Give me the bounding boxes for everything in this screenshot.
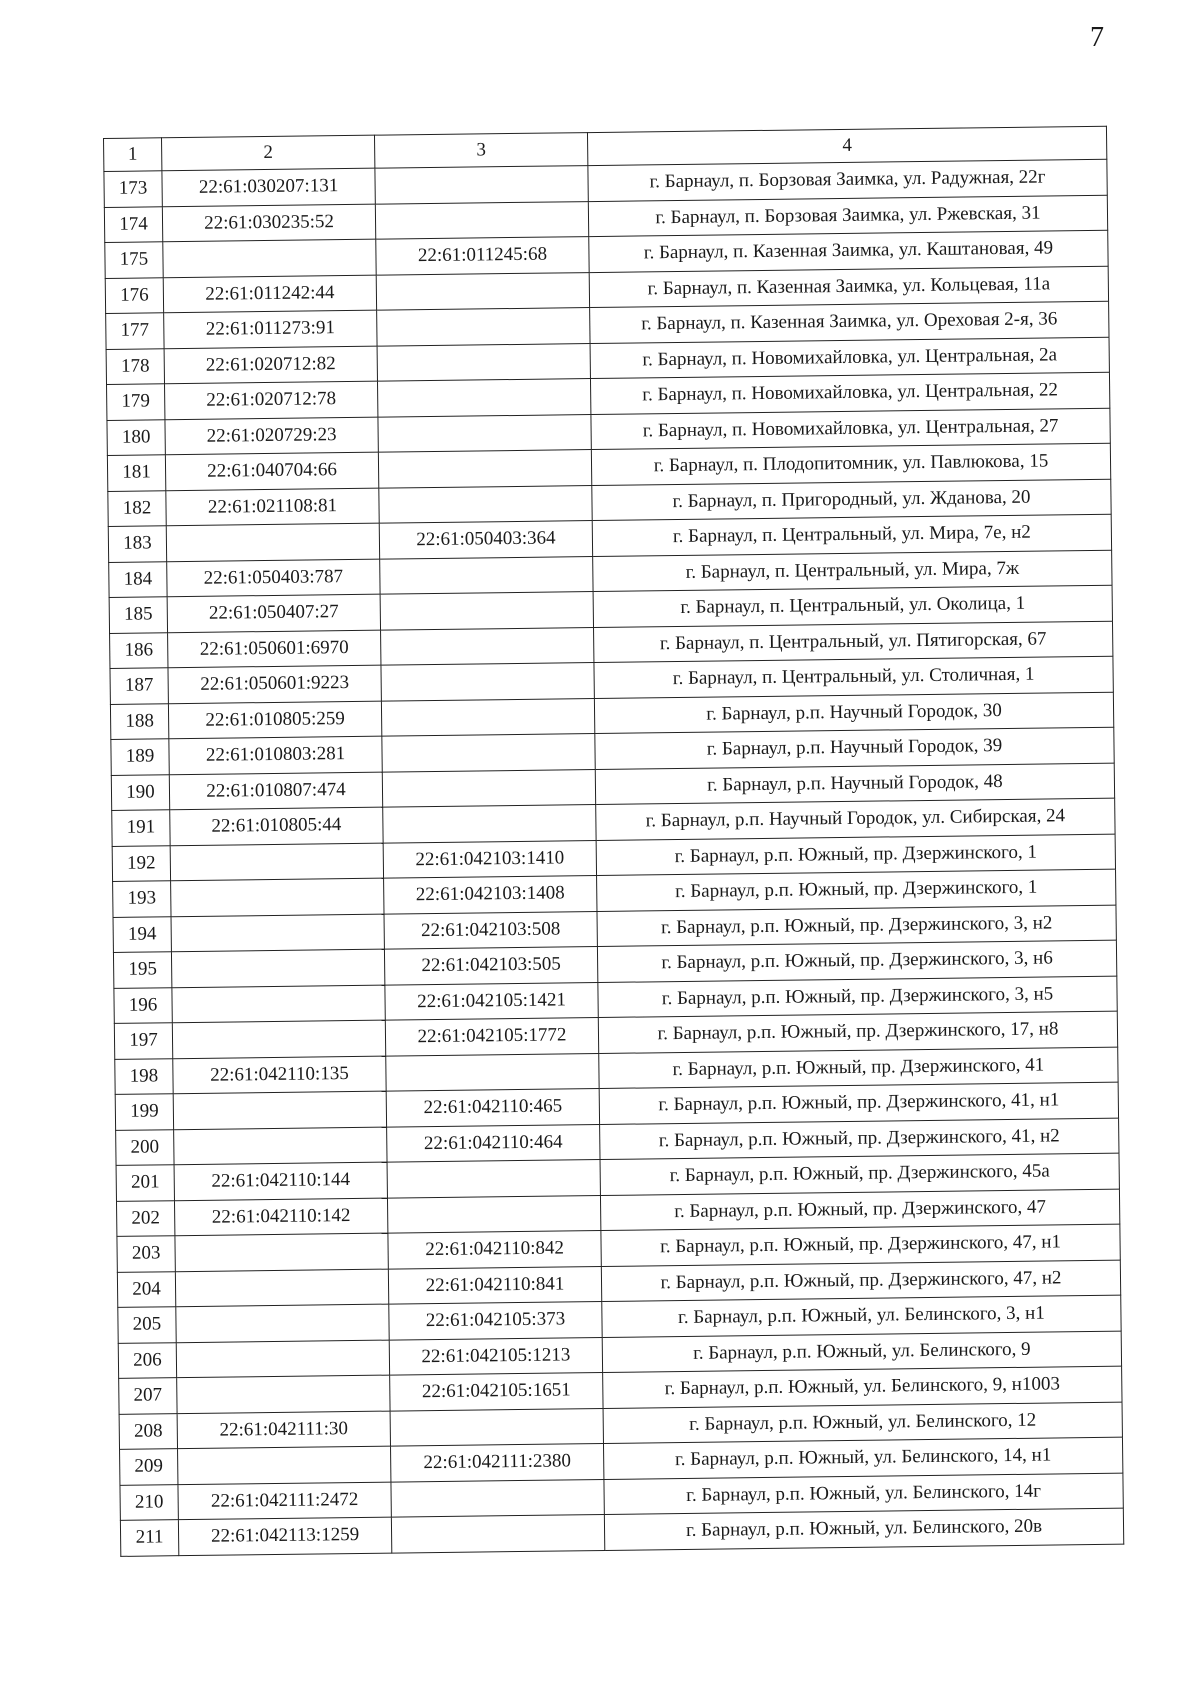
column-header-number: 1 [104, 138, 162, 172]
object-cadastral-cell: 22:61:050403:364 [379, 521, 592, 559]
row-number-cell: 196 [114, 987, 172, 1023]
object-cadastral-cell [377, 379, 590, 417]
object-cadastral-cell [387, 1195, 600, 1233]
land-cadastral-cell: 22:61:030207:131 [162, 168, 375, 206]
row-number-cell: 184 [109, 561, 167, 597]
address-cell: г. Барнаул, п. Центральный, ул. Пятигорская, 67 [594, 621, 1113, 663]
address-cell: г. Барнаул, р.п. Южный, ул. Белинского, 3, н1 [602, 1295, 1121, 1337]
land-cadastral-cell [171, 949, 384, 987]
object-cadastral-cell [381, 663, 594, 701]
address-cell: г. Барнаул, р.п. Южный, пр. Дзержинского, 45а [600, 1153, 1119, 1195]
object-cadastral-cell: 22:61:042110:465 [386, 1089, 599, 1127]
land-cadastral-cell: 22:61:042110:142 [174, 1198, 387, 1236]
address-cell: г. Барнаул, р.п. Южный, ул. Белинского, 9 [602, 1331, 1121, 1373]
row-number-cell: 183 [108, 526, 166, 562]
object-cadastral-cell [377, 308, 590, 346]
address-cell: г. Барнаул, р.п. Научный Городок, 39 [595, 727, 1114, 769]
address-cell: г. Барнаул, р.п. Южный, пр. Дзержинского, 41, н1 [599, 1082, 1118, 1124]
address-cell: г. Барнаул, п. Центральный, ул. Околица, 1 [593, 585, 1112, 627]
object-cadastral-cell [382, 769, 595, 807]
land-cadastral-cell: 22:61:042111:2472 [178, 1482, 391, 1520]
row-number-cell: 188 [110, 703, 168, 739]
object-cadastral-cell: 22:61:042110:464 [387, 1124, 600, 1162]
row-number-cell: 186 [110, 632, 168, 668]
row-number-cell: 195 [113, 952, 171, 988]
object-cadastral-cell [390, 1408, 603, 1446]
object-cadastral-cell: 22:61:042103:505 [384, 947, 597, 985]
row-number-cell: 181 [107, 455, 165, 491]
row-number-cell: 207 [119, 1378, 177, 1414]
object-cadastral-cell: 22:61:042105:1421 [385, 982, 598, 1020]
column-header-land-cadastral: 2 [162, 135, 375, 171]
object-cadastral-cell [378, 450, 591, 488]
row-number-cell: 202 [116, 1200, 174, 1236]
address-cell: г. Барнаул, п. Казенная Заимка, ул. Кольцевая, 11а [589, 266, 1108, 308]
land-cadastral-cell: 22:61:010807:474 [169, 772, 382, 810]
address-cell: г. Барнаул, р.п. Южный, пр. Дзержинского, 1 [597, 869, 1116, 911]
address-cell: г. Барнаул, р.п. Научный Городок, 30 [594, 692, 1113, 734]
property-table-container [103, 126, 1123, 1557]
land-cadastral-cell [175, 1233, 388, 1271]
row-number-cell: 210 [120, 1484, 178, 1520]
object-cadastral-cell: 22:61:042111:2380 [391, 1443, 604, 1481]
land-cadastral-cell [172, 985, 385, 1023]
object-cadastral-cell: 22:61:042105:1772 [385, 1018, 598, 1056]
land-cadastral-cell [172, 1020, 385, 1058]
row-number-cell: 182 [108, 490, 166, 526]
land-cadastral-cell [176, 1304, 389, 1342]
object-cadastral-cell [387, 1160, 600, 1198]
address-cell: г. Барнаул, п. Новомихайловка, ул. Центральная, 2а [590, 337, 1109, 379]
object-cadastral-cell [378, 414, 591, 452]
land-cadastral-cell: 22:61:040704:66 [165, 452, 378, 490]
address-cell: г. Барнаул, р.п. Южный, пр. Дзержинского, 47, н1 [601, 1224, 1120, 1266]
row-number-cell: 209 [120, 1449, 178, 1485]
row-number-cell: 189 [111, 739, 169, 775]
address-cell: г. Барнаул, р.п. Южный, ул. Белинского, 20в [604, 1508, 1123, 1550]
address-cell: г. Барнаул, п. Центральный, ул. Мира, 7е, н2 [592, 514, 1111, 556]
land-cadastral-cell [171, 914, 384, 952]
object-cadastral-cell [379, 485, 592, 523]
land-cadastral-cell: 22:61:042110:144 [174, 1162, 387, 1200]
row-number-cell: 177 [106, 313, 164, 349]
row-number-cell: 193 [113, 881, 171, 917]
land-cadastral-cell: 22:61:011273:91 [164, 310, 377, 348]
land-cadastral-cell [171, 878, 384, 916]
land-cadastral-cell [174, 1127, 387, 1165]
object-cadastral-cell: 22:61:011245:68 [376, 237, 589, 275]
address-cell: г. Барнаул, р.п. Южный, ул. Белинского, 14г [604, 1473, 1123, 1515]
land-cadastral-cell: 22:61:020712:78 [165, 381, 378, 419]
object-cadastral-cell [375, 166, 588, 204]
object-cadastral-cell [380, 592, 593, 630]
object-cadastral-cell: 22:61:042110:842 [388, 1230, 601, 1268]
row-number-cell: 205 [118, 1307, 176, 1343]
object-cadastral-cell [391, 1514, 604, 1552]
row-number-cell: 176 [105, 277, 163, 313]
address-cell: г. Барнаул, р.п. Южный, пр. Дзержинского, 3, н2 [597, 905, 1116, 947]
object-cadastral-cell: 22:61:042105:1213 [389, 1337, 602, 1375]
object-cadastral-cell [376, 272, 589, 310]
address-cell: г. Барнаул, п. Плодопитомник, ул. Павлюкова, 15 [591, 443, 1110, 485]
row-number-cell: 211 [120, 1520, 178, 1556]
row-number-cell: 179 [107, 384, 165, 420]
row-number-cell: 198 [115, 1058, 173, 1094]
address-cell: г. Барнаул, р.п. Южный, пр. Дзержинского, 17, н8 [598, 1011, 1117, 1053]
object-cadastral-cell [377, 343, 590, 381]
address-cell: г. Барнаул, р.п. Южный, пр. Дзержинского, 1 [596, 834, 1115, 876]
address-cell: г. Барнаул, р.п. Южный, пр. Дзержинского, 3, н6 [597, 940, 1116, 982]
row-number-cell: 206 [118, 1342, 176, 1378]
address-cell: г. Барнаул, п. Борзовая Заимка, ул. Радужная, 22г [588, 159, 1107, 201]
object-cadastral-cell [382, 734, 595, 772]
land-cadastral-cell: 22:61:042111:30 [177, 1411, 390, 1449]
row-number-cell: 180 [107, 419, 165, 455]
address-cell: г. Барнаул, п. Казенная Заимка, ул. Ореховая 2-я, 36 [590, 301, 1109, 343]
object-cadastral-cell: 22:61:042105:373 [389, 1301, 602, 1339]
row-number-cell: 199 [115, 1094, 173, 1130]
land-cadastral-cell [170, 843, 383, 881]
row-number-cell: 175 [105, 242, 163, 278]
property-table [103, 126, 1124, 1557]
address-cell: г. Барнаул, р.п. Научный Городок, ул. Сибирская, 24 [596, 798, 1115, 840]
object-cadastral-cell: 22:61:042103:1408 [384, 876, 597, 914]
land-cadastral-cell [178, 1446, 391, 1484]
row-number-cell: 204 [117, 1271, 175, 1307]
object-cadastral-cell: 22:61:042110:841 [388, 1266, 601, 1304]
address-cell: г. Барнаул, р.п. Южный, пр. Дзержинского, 47 [600, 1189, 1119, 1231]
row-number-cell: 203 [117, 1236, 175, 1272]
address-cell: г. Барнаул, п. Новомихайловка, ул. Центральная, 22 [590, 372, 1109, 414]
land-cadastral-cell [175, 1269, 388, 1307]
address-cell: г. Барнаул, р.п. Южный, ул. Белинского, 12 [603, 1402, 1122, 1444]
row-number-cell: 187 [110, 668, 168, 704]
object-cadastral-cell [386, 1053, 599, 1091]
object-cadastral-cell [381, 627, 594, 665]
address-cell: г. Барнаул, п. Казенная Заимка, ул. Каштановая, 49 [589, 230, 1108, 272]
land-cadastral-cell [166, 523, 379, 561]
object-cadastral-cell: 22:61:042103:1410 [383, 840, 596, 878]
address-cell: г. Барнаул, п. Пригородный, ул. Жданова, 20 [592, 479, 1111, 521]
object-cadastral-cell [375, 201, 588, 239]
column-header-object-cadastral: 3 [374, 133, 587, 169]
land-cadastral-cell: 22:61:050601:9223 [168, 665, 381, 703]
land-cadastral-cell: 22:61:050403:787 [167, 559, 380, 597]
land-cadastral-cell: 22:61:010803:281 [169, 736, 382, 774]
address-cell: г. Барнаул, п. Новомихайловка, ул. Центральная, 27 [591, 408, 1110, 450]
address-cell: г. Барнаул, п. Центральный, ул. Столичная, 1 [594, 656, 1113, 698]
row-number-cell: 194 [113, 916, 171, 952]
object-cadastral-cell: 22:61:042103:508 [384, 911, 597, 949]
row-number-cell: 208 [119, 1413, 177, 1449]
land-cadastral-cell [177, 1375, 390, 1413]
address-cell: г. Барнаул, р.п. Южный, пр. Дзержинского, 41 [599, 1047, 1118, 1089]
land-cadastral-cell: 22:61:050407:27 [167, 594, 380, 632]
land-cadastral-cell: 22:61:020729:23 [165, 417, 378, 455]
address-cell: г. Барнаул, п. Борзовая Заимка, ул. Ржевская, 31 [588, 195, 1107, 237]
row-number-cell: 197 [114, 1023, 172, 1059]
page-number: 7 [1090, 22, 1104, 53]
land-cadastral-cell: 22:61:010805:44 [170, 807, 383, 845]
object-cadastral-cell [391, 1479, 604, 1517]
land-cadastral-cell: 22:61:021108:81 [166, 488, 379, 526]
land-cadastral-cell: 22:61:011242:44 [163, 275, 376, 313]
address-cell: г. Барнаул, р.п. Научный Городок, 48 [595, 763, 1114, 805]
land-cadastral-cell: 22:61:042110:135 [173, 1056, 386, 1094]
row-number-cell: 174 [104, 206, 162, 242]
land-cadastral-cell [173, 1091, 386, 1129]
object-cadastral-cell [380, 556, 593, 594]
row-number-cell: 201 [116, 1165, 174, 1201]
column-header-address: 4 [587, 126, 1106, 165]
row-number-cell: 178 [106, 348, 164, 384]
row-number-cell: 185 [109, 597, 167, 633]
address-cell: г. Барнаул, р.п. Южный, ул. Белинского, 14, н1 [603, 1437, 1122, 1479]
land-cadastral-cell: 22:61:010805:259 [168, 701, 381, 739]
land-cadastral-cell [163, 239, 376, 277]
land-cadastral-cell: 22:61:050601:6970 [168, 630, 381, 668]
row-number-cell: 200 [116, 1129, 174, 1165]
address-cell: г. Барнаул, р.п. Южный, ул. Белинского, 9, н1003 [603, 1366, 1122, 1408]
address-cell: г. Барнаул, р.п. Южный, пр. Дзержинского, 3, н5 [598, 976, 1117, 1018]
land-cadastral-cell: 22:61:042113:1259 [178, 1517, 391, 1555]
address-cell: г. Барнаул, п. Центральный, ул. Мира, 7ж [593, 550, 1112, 592]
object-cadastral-cell: 22:61:042105:1651 [390, 1372, 603, 1410]
row-number-cell: 173 [104, 171, 162, 207]
land-cadastral-cell: 22:61:020712:82 [164, 346, 377, 384]
object-cadastral-cell [383, 805, 596, 843]
row-number-cell: 190 [111, 774, 169, 810]
land-cadastral-cell [176, 1340, 389, 1378]
row-number-cell: 192 [112, 845, 170, 881]
row-number-cell: 191 [112, 810, 170, 846]
table-body [104, 159, 1124, 1556]
land-cadastral-cell: 22:61:030235:52 [162, 204, 375, 242]
object-cadastral-cell [381, 698, 594, 736]
address-cell: г. Барнаул, р.п. Южный, пр. Дзержинского, 47, н2 [601, 1260, 1120, 1302]
address-cell: г. Барнаул, р.п. Южный, пр. Дзержинского, 41, н2 [600, 1118, 1119, 1160]
